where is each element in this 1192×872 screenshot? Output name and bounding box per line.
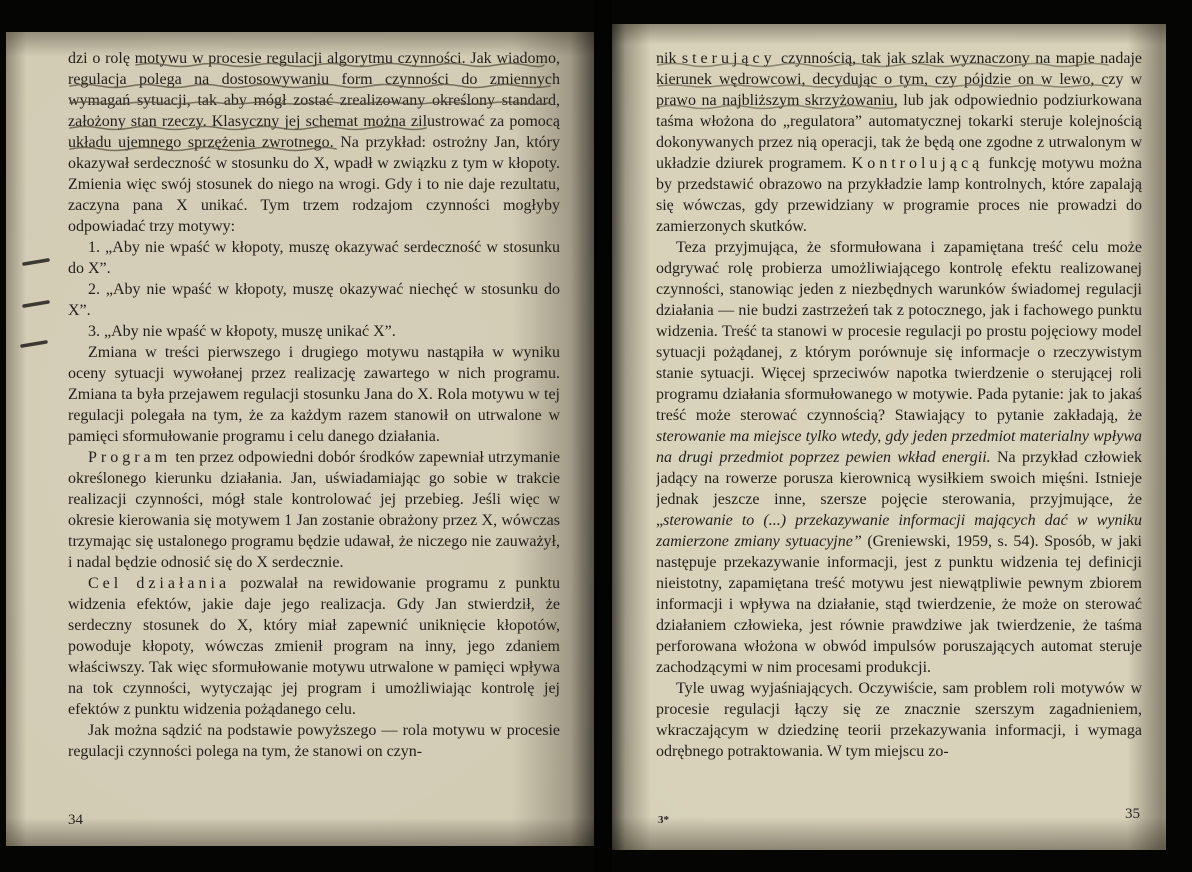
emphasized-term: Program bbox=[88, 449, 172, 466]
page-number-right: 35 bbox=[1125, 806, 1140, 822]
text-segment: funkcję motywu można by przedstawić obrazowo na przykładzie lamp kontrolnych, które zapalają się wówczas, gdy przewidziany w programie proces nie prowadzi do zamierzonych skutków. bbox=[656, 155, 1142, 235]
paragraph bbox=[68, 720, 560, 762]
book-page-left bbox=[6, 32, 594, 846]
text-segment: pozwalał na rewidowanie programu z punktu widzenia efektów, jakie daje jego realizacja. Gdy Jan stwierdził, że serdeczny stosunek do X, który miał zapewnić uniknięcie kłopotów, powoduje kłopoty, wówczas zmienił program na inny, jego zdaniem właściwszy. Tak więc sformułowanie motywu utrwalone w pamięci wpływa na tok czynności, wytyczając jej program i umożliwiając kontrolę jej efektów z punktu widzenia pożądanego celu. bbox=[68, 575, 560, 718]
text-segment: dzi o rolę motywu w procesie regulacji algorytmu czynności. Jak wiadomo, regulacja polega na dostosowywaniu form czynności do zmiennych wymagań sytuacji, tak aby mógł zostać zrealizowany określony standard, założony stan rzeczy. Klasyczny jej schemat można zilustrować za pomocą układu ujemnego sprzężenia zwrotnego. Na przykład: ostrożny Jan, który okazywał serdeczność w stosunku do X, wpadł w związku z tym w kłopoty. Zmienia więc swój stosunek do niego na wrogi. Gdy i to nie daje rezultatu, zaczyna pana X unikać. Tym trzem rodzajom czynności mogłyby odpowiadać trzy motywy: bbox=[68, 50, 560, 235]
text-segment: ten przez odpowiedni dobór środków zapewniał utrzymanie określonego kierunku działania. Jan, uświadamiając go sobie w trakcie realizacji czynności, mógł stale kontrolować jej przebieg. Jeśli więc w okresie kierowania się motywem 1 Jan zostanie obrażony przez X, wówczas trzymając się ustalonego programu będzie udawał, że niczego nie zauważył, i nadal będzie odnosić się do X serdecznie. bbox=[68, 449, 560, 571]
text-segment: Na przykład człowiek jadący na rowerze porusza kierownicą wysiłkiem swoich mięśni. Istnieje jednak jeszcze inne, szersze pojęcie sterowania, przyjmujące, że „ bbox=[656, 449, 1142, 529]
emphasized-term: Kontrolującą bbox=[851, 155, 984, 172]
text-segment: 1. „Aby nie wpaść w kłopoty, muszę okazywać serdeczność w stosunku do X”. bbox=[68, 239, 560, 277]
text-segment: nik bbox=[656, 50, 682, 67]
book-page-right bbox=[612, 24, 1166, 850]
paragraph bbox=[68, 447, 560, 573]
page-number-left: 34 bbox=[68, 812, 83, 828]
quoted-text: sterowanie to (...) przekazywanie informacji mających dać w wyniku zamierzone zmiany sytuacyjne” bbox=[656, 512, 1142, 550]
paragraph bbox=[68, 342, 560, 447]
paragraph bbox=[656, 237, 1142, 678]
text-segment: Zmiana w treści pierwszego i drugiego motywu nastąpiła w wyniku oceny sytuacji wywołanej przez realizację zawartego w nich programu. Zmiana ta była przejawem regulacji stosunku Jana do X. Rola motywu w tej regulacji polegała na tym, że za każdym razem stanowił on utrwalone w pamięci sformułowanie programu i celu danego działania. bbox=[68, 344, 560, 445]
paragraph bbox=[68, 237, 560, 279]
text-segment: 3. „Aby nie wpaść w kłopoty, muszę unikać X”. bbox=[88, 323, 396, 340]
book-gutter bbox=[594, 0, 612, 872]
paragraph bbox=[68, 279, 560, 321]
paragraph bbox=[656, 48, 1142, 237]
paragraph bbox=[68, 48, 560, 237]
page-text-right bbox=[656, 48, 1142, 808]
paragraph bbox=[656, 678, 1142, 762]
paragraph bbox=[68, 573, 560, 720]
text-segment: Teza przyjmująca, że sformułowana i zapamiętana treść celu może odgrywać rolę probierza umożliwiającego kontrolę efektu realizowanej czynności, stanowiąc jeden z niezbędnych warunków świadomej regulacji działania — nie budzi zastrzeżeń tak z potocznego, jak i fachowego punktu widzenia. Treść ta stanowi w procesie regulacji po prostu pojęciowy model sytuacji pożądanej, z którym porównuje się informacje o rzeczywistym stanie sytuacji. Więcej sprzeciwów napotka twierdzenie o sterującej roli programu działania sformułowanego w motywie. Pada pytanie: jak to jakaś treść może sterować czynnością? Stawiający to pytanie zakładają, że bbox=[656, 239, 1142, 424]
page-text-left bbox=[68, 48, 560, 808]
emphasized-term: Cel działania bbox=[88, 575, 231, 592]
paragraph bbox=[68, 321, 560, 342]
text-segment: Tyle uwag wyjaśniających. Oczywiście, sam problem roli motywów w procesie regulacji łączy się ze znacznie szerszym zagadnieniem, wkraczającym w dziedzinę teorii przekazywania informacji, i wymaga odrębnego potraktowania. W tym miejscu zo- bbox=[656, 680, 1142, 760]
text-segment: czynnością, tak jak szlak wyznaczony na mapie nadaje kierunek wędrowcowi, decydując o tym, czy pójdzie on w lewo, czy w prawo na najbliższym skrzyżowaniu, lub jak odpowiednio podziurkowana taśma włożona do „regulatora” automatycznej tokarki steruje kolejnością dokonywanych przez nią operacji, tak że będą one zgodne z utrwalonym w układzie dziurek programem. bbox=[656, 50, 1142, 172]
text-segment: Jak można sądzić na podstawie powyższego — rola motywu w procesie regulacji czynności polega na tym, że stanowi on czyn- bbox=[68, 722, 560, 760]
emphasized-term: sterujący bbox=[681, 50, 776, 67]
text-segment: 2. „Aby nie wpaść w kłopoty, muszę okazywać niechęć w stosunku do X”. bbox=[68, 281, 560, 319]
quoted-text: sterowanie ma miejsce tylko wtedy, gdy jeden przedmiot materialny wpływa na drugi przedmiot poprzez pewien wkład energii. bbox=[656, 428, 1142, 466]
signature-mark: 3* bbox=[658, 814, 669, 826]
margin-dash-marks bbox=[22, 260, 48, 346]
text-segment: (Greniewski, 1959, s. 54). Sposób, w jaki następuje przekazywanie informacji, jest z punktu widzenia tej definicji nieistotny, zapamiętana treść motywu jest niewątpliwie pewnym zbiorem informacji i wpływa na działanie, stąd twierdzenie, że może on sterować działaniem człowieka, jest równie prawdziwe jak twierdzenie, że taśma perforowana włożona w obwód impulsów poruszających automat steruje zachodzącymi w nim procesami produkcji. bbox=[656, 533, 1142, 676]
